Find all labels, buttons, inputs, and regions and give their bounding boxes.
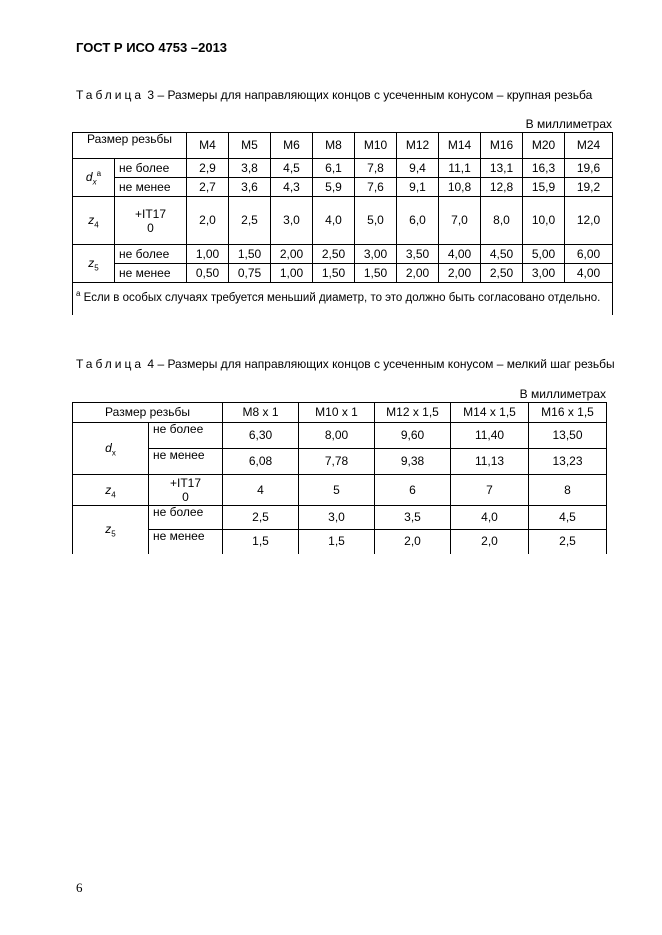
table3-z4-cell: 12,0: [565, 197, 613, 245]
table3-z4-cell: 5,0: [355, 197, 397, 245]
table4-dx-min-cell: 7,78: [299, 449, 375, 475]
table3-min-label: не менее: [115, 178, 187, 197]
table4-row-z5-max: [73, 506, 607, 530]
table4-z4-cell: 4: [223, 475, 299, 506]
table3-head-label: Размер резьбы: [73, 133, 187, 159]
table3-dx-min-cell: 10,8: [439, 178, 481, 197]
table3-units: В миллиметрах: [525, 117, 612, 131]
table3-size-0: M4: [187, 133, 229, 159]
table3-z4-cell: 3,0: [271, 197, 313, 245]
table4-z5-max-cell: 2,5: [223, 506, 299, 530]
table3-z5-max-cell: 4,50: [481, 245, 523, 264]
table3-dx-max-cell: 16,3: [523, 159, 565, 178]
table4-row-z4: [73, 475, 607, 506]
table3-row-z5-min: [73, 264, 613, 283]
table3-size-5: M12: [397, 133, 439, 159]
table4-caption: [76, 357, 628, 371]
table3-z5-max-cell: 5,00: [523, 245, 565, 264]
table4-dx-label: $d_x$: [73, 423, 149, 475]
table3-size-4: M10: [355, 133, 397, 159]
table3-z5-max-cell: 2,00: [271, 245, 313, 264]
table3-z5-min-cell: 2,50: [481, 264, 523, 283]
table4: [72, 402, 607, 554]
table3-caption: [76, 88, 628, 102]
table3-dx-max-cell: 6,1: [313, 159, 355, 178]
table4-caption-word: Таблица: [76, 357, 145, 371]
table4-header-row: [73, 403, 607, 423]
table3-z5-min-cell: 0,50: [187, 264, 229, 283]
table3-dx-min-cell: 12,8: [481, 178, 523, 197]
table4-dx-max-cell: 6,30: [223, 423, 299, 449]
table3-dx-max-cell: 3,8: [229, 159, 271, 178]
page-number: 6: [76, 880, 83, 895]
table4-dx-min-cell: 9,38: [375, 449, 451, 475]
table4-z5-min-cell: 2,0: [451, 530, 529, 554]
table3-size-1: M5: [229, 133, 271, 159]
table3-dx-max-cell: 19,6: [565, 159, 613, 178]
table3-z5-min-cell: 1,50: [313, 264, 355, 283]
document-header: ГОСТ Р ИСО 4753 –2013: [76, 40, 228, 55]
table4-min-label: не менее: [149, 449, 223, 475]
table3-dx-max-cell: 4,5: [271, 159, 313, 178]
table3-caption-number: 3: [147, 88, 155, 102]
table3-dx-max-cell: 11,1: [439, 159, 481, 178]
table3-max-label: не более: [115, 245, 187, 264]
table3-max-label: не более: [115, 159, 187, 178]
table3-z5-max-cell: 3,50: [397, 245, 439, 264]
table4-row-dx-min: [73, 449, 607, 475]
table3-z5-max-cell: 2,50: [313, 245, 355, 264]
table3-z5-min-cell: 1,50: [355, 264, 397, 283]
table4-z5-min-cell: 1,5: [223, 530, 299, 554]
table3-z5-max-cell: 4,00: [439, 245, 481, 264]
table4-units: В миллиметрах: [519, 387, 606, 401]
table4-size-0: M8 x 1: [223, 403, 299, 423]
table3-dx-min-cell: 15,9: [523, 178, 565, 197]
table4-z5-label: $z_5$: [73, 506, 149, 554]
table3-dx-min-cell: 3,6: [229, 178, 271, 197]
table3-z4-cell: 6,0: [397, 197, 439, 245]
table3-dx-max-cell: 2,9: [187, 159, 229, 178]
table3-z5-min-cell: 0,75: [229, 264, 271, 283]
table3-z4-cell: 8,0: [481, 197, 523, 245]
table3-header-row: [73, 133, 613, 159]
table3-footnote-row: [73, 283, 613, 315]
table4-dx-min-cell: 13,23: [529, 449, 607, 475]
table4-min-label: не менее: [149, 530, 223, 554]
table3-z4-cell: 7,0: [439, 197, 481, 245]
table4-size-1: M10 x 1: [299, 403, 375, 423]
table4-dx-max-cell: 11,40: [451, 423, 529, 449]
table3: [72, 132, 613, 315]
table3-size-6: M14: [439, 133, 481, 159]
table3-dx-min-cell: 2,7: [187, 178, 229, 197]
table3-z4-label: $z_4$: [73, 197, 115, 245]
table4-z4-cell: 6: [375, 475, 451, 506]
table4-row-z5-min: [73, 530, 607, 554]
table3-z4-cell: 2,5: [229, 197, 271, 245]
table3-z4-cell: 4,0: [313, 197, 355, 245]
table4-z4-cell: 5: [299, 475, 375, 506]
table3-footnote: $^а$ Если в особых случаях требуется меньший диаметр, то это должно быть согласовано отдельно.: [73, 283, 613, 315]
table3-z5-min-cell: 3,00: [523, 264, 565, 283]
table4-max-label: не более: [149, 423, 223, 449]
table3-dx-max-cell: 7,8: [355, 159, 397, 178]
table3-z4-cell: 10,0: [523, 197, 565, 245]
table4-dx-max-cell: 8,00: [299, 423, 375, 449]
table3-size-9: M24: [565, 133, 613, 159]
table3-tolerance: +IT17 0: [115, 197, 187, 245]
table4-size-2: M12 x 1,5: [375, 403, 451, 423]
table3-dx-max-cell: 9,4: [397, 159, 439, 178]
table4-z5-min-cell: 1,5: [299, 530, 375, 554]
table4-size-4: M16 x 1,5: [529, 403, 607, 423]
table3-row-dx-min: [73, 178, 613, 197]
table4-z5-max-cell: 3,0: [299, 506, 375, 530]
table3-dx-min-cell: 19,2: [565, 178, 613, 197]
table4-z4-label: $z_4$: [73, 475, 149, 506]
table3-z5-max-cell: 3,00: [355, 245, 397, 264]
table4-z4-cell: 7: [451, 475, 529, 506]
table3-z4-cell: 2,0: [187, 197, 229, 245]
table4-z5-max-cell: 4,5: [529, 506, 607, 530]
table3-row-dx-max: [73, 159, 613, 178]
table4-size-3: M14 x 1,5: [451, 403, 529, 423]
table4-caption-number: 4: [147, 357, 155, 371]
table3-dx-label: $d_x^a$: [73, 159, 115, 197]
table4-z5-max-cell: 4,0: [451, 506, 529, 530]
table3-dx-min-cell: 7,6: [355, 178, 397, 197]
table4-max-label: не более: [149, 506, 223, 530]
table3-dx-min-cell: 4,3: [271, 178, 313, 197]
table4-z5-min-cell: 2,0: [375, 530, 451, 554]
table4-z4-cell: 8: [529, 475, 607, 506]
table3-size-7: M16: [481, 133, 523, 159]
table3-z5-min-cell: 2,00: [439, 264, 481, 283]
table3-z5-min-cell: 4,00: [565, 264, 613, 283]
table4-caption-text: – Размеры для направляющих концов с усеченным конусом – мелкий шаг резьбы: [157, 357, 615, 371]
table3-size-3: M8: [313, 133, 355, 159]
table3-row-z5-max: [73, 245, 613, 264]
table3-z5-min-cell: 1,00: [271, 264, 313, 283]
table4-dx-max-cell: 9,60: [375, 423, 451, 449]
table3-z5-max-cell: 1,50: [229, 245, 271, 264]
table4-dx-min-cell: 6,08: [223, 449, 299, 475]
table3-caption-word: Таблица: [76, 88, 145, 102]
table4-row-dx-max: [73, 423, 607, 449]
table3-caption-text: – Размеры для направляющих концов с усеченным конусом – крупная резьба: [157, 88, 593, 102]
table4-dx-min-cell: 11,13: [451, 449, 529, 475]
table3-z5-label: $z_5$: [73, 245, 115, 283]
table3-dx-min-cell: 9,1: [397, 178, 439, 197]
table4-tolerance: +IT17 0: [149, 475, 223, 506]
table3-min-label: не менее: [115, 264, 187, 283]
table4-z5-min-cell: 2,5: [529, 530, 607, 554]
table3-dx-min-cell: 5,9: [313, 178, 355, 197]
table3-row-z4: [73, 197, 613, 245]
table3-z5-min-cell: 2,00: [397, 264, 439, 283]
table3-size-2: M6: [271, 133, 313, 159]
table3-z5-max-cell: 1,00: [187, 245, 229, 264]
table3-dx-max-cell: 13,1: [481, 159, 523, 178]
table4-head-label: Размер резьбы: [73, 403, 223, 423]
table3-size-8: M20: [523, 133, 565, 159]
table4-z5-max-cell: 3,5: [375, 506, 451, 530]
table4-dx-max-cell: 13,50: [529, 423, 607, 449]
table3-z5-max-cell: 6,00: [565, 245, 613, 264]
